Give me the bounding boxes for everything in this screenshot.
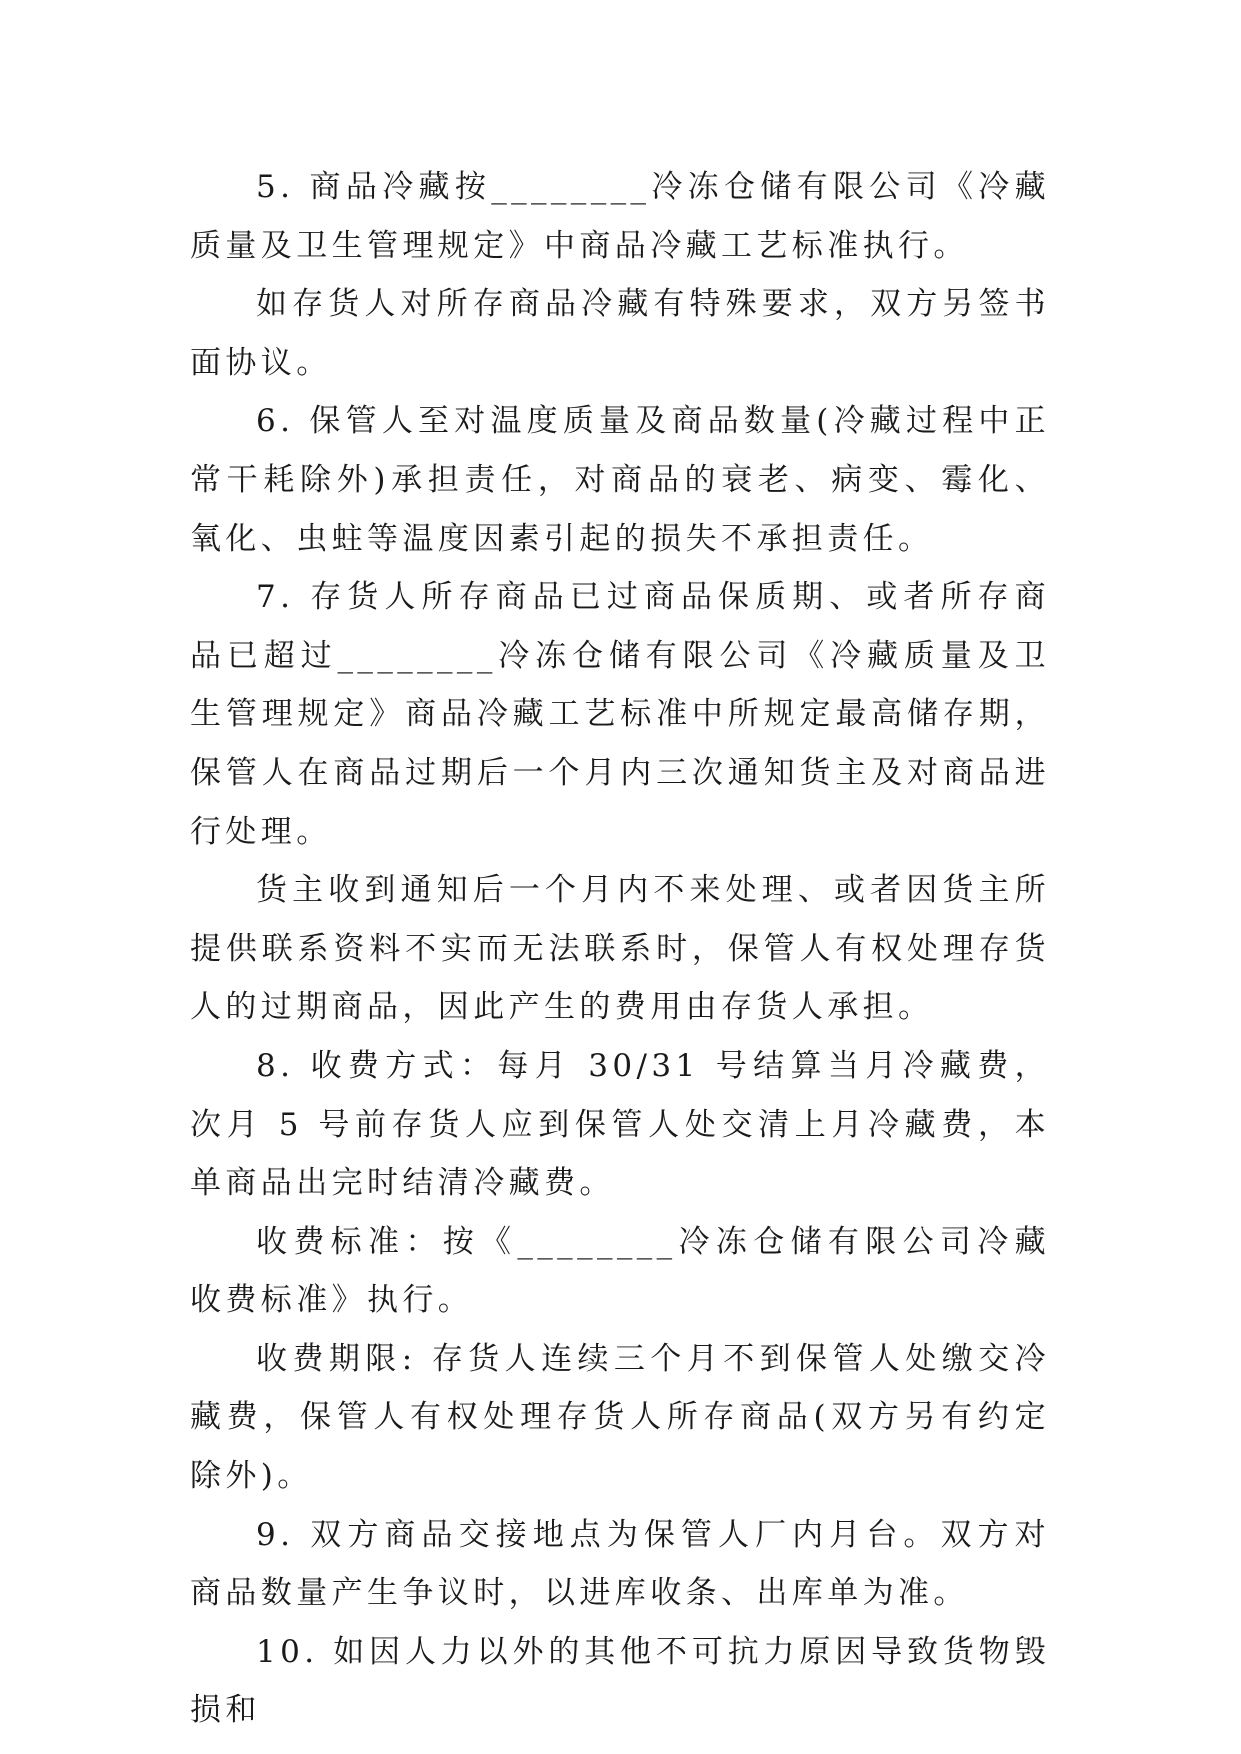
paragraph-clause-6: 6. 保管人至对温度质量及商品数量(冷藏过程中正常干耗除外)承担责任，对商品的衰老、病变、霉化、氧化、虫蛀等温度因素引起的损失不承担责任。 xyxy=(190,403,1050,557)
paragraph-clause-10: 10. 如因人力以外的其他不可抗力原因导致货物毁损和 xyxy=(190,1633,1050,1729)
paragraph-clause-7: 7. 存货人所存商品已过商品保质期、或者所存商品已超过________冷冻仓储有限公司《冷藏质量及卫生管理规定》商品冷藏工艺标准中所规定最高储存期，保管人在商品过期后一个月内三次通知货主及对商品进行处理。 xyxy=(190,579,1050,850)
paragraph-expired-goods: 货主收到通知后一个月内不来处理、或者因货主所提供联系资料不实而无法联系时，保管人有权处理存货人的过期商品，因此产生的费用由存货人承担。 xyxy=(190,872,1050,1026)
paragraph-special-requirements: 如存货人对所存商品冷藏有特殊要求，双方另签书面协议。 xyxy=(190,286,1050,381)
paragraph-clause-5: 5. 商品冷藏按________冷冻仓储有限公司《冷藏质量及卫生管理规定》中商品冷藏工艺标准执行。 xyxy=(190,169,1050,264)
paragraph-clause-8: 8. 收费方式：每月 30/31 号结算当月冷藏费，次月 5 号前存货人应到保管人处交清上月冷藏费，本单商品出完时结清冷藏费。 xyxy=(190,1047,1050,1202)
document-body xyxy=(190,158,1050,1740)
paragraph-clause-9: 9. 双方商品交接地点为保管人厂内月台。双方对商品数量产生争议时，以进库收条、出库单为准。 xyxy=(190,1516,1050,1612)
paragraph-fee-deadline: 收费期限: 存货人连续三个月不到保管人处缴交冷藏费，保管人有权处理存货人所存商品(双方另有约定除外)。 xyxy=(190,1340,1050,1495)
paragraph-fee-standard: 收费标准：按《________冷冻仓储有限公司冷藏收费标准》执行。 xyxy=(190,1223,1050,1319)
